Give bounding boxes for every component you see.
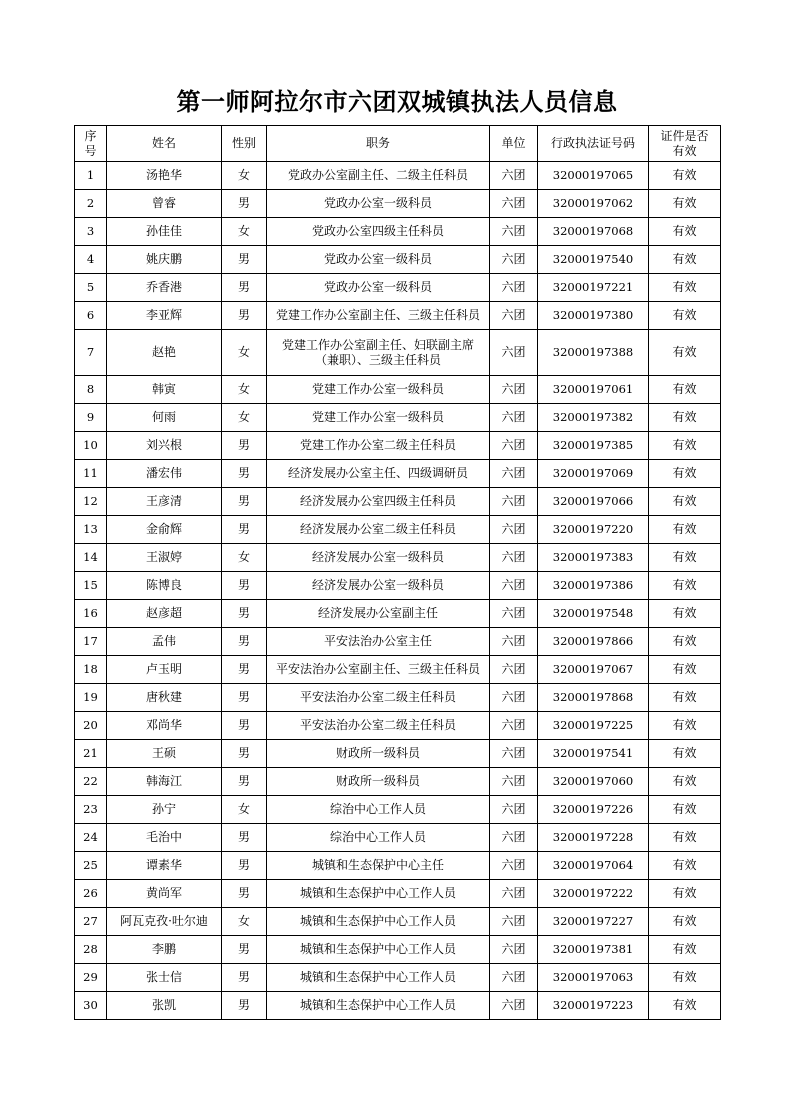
row-validity: 有效 [649,330,721,376]
row-unit: 六团 [490,964,538,992]
row-unit: 六团 [490,274,538,302]
row-validity: 有效 [649,572,721,600]
table-row [75,404,721,432]
row-position: 经济发展办公室一级科员 [267,572,490,600]
row-seq: 5 [75,274,107,302]
row-cert-number: 32000197388 [538,330,649,376]
row-unit: 六团 [490,768,538,796]
row-position: 平安法治办公室副主任、三级主任科员 [267,656,490,684]
row-unit: 六团 [490,852,538,880]
row-position: 城镇和生态保护中心工作人员 [267,964,490,992]
table-body [75,162,721,1020]
personnel-table [74,125,721,1020]
row-seq: 4 [75,246,107,274]
row-position: 城镇和生态保护中心工作人员 [267,908,490,936]
row-gender: 男 [222,274,267,302]
table-row [75,936,721,964]
row-position: 党建工作办公室副主任、三级主任科员 [267,302,490,330]
row-validity: 有效 [649,190,721,218]
row-validity: 有效 [649,964,721,992]
row-gender: 男 [222,656,267,684]
row-unit: 六团 [490,796,538,824]
row-gender: 男 [222,628,267,656]
row-validity: 有效 [649,600,721,628]
row-cert-number: 32000197221 [538,274,649,302]
row-seq: 25 [75,852,107,880]
row-seq: 3 [75,218,107,246]
row-position: 综治中心工作人员 [267,796,490,824]
row-gender: 女 [222,218,267,246]
table-row [75,488,721,516]
row-name: 金俞辉 [107,516,222,544]
row-seq: 6 [75,302,107,330]
row-cert-number: 32000197866 [538,628,649,656]
row-name: 何雨 [107,404,222,432]
table-row [75,246,721,274]
row-position: 城镇和生态保护中心工作人员 [267,880,490,908]
row-position-line1: 党建工作办公室副主任、妇联副主席 [281,337,474,352]
row-seq: 14 [75,544,107,572]
row-seq: 8 [75,376,107,404]
row-name: 王硕 [107,740,222,768]
row-cert-number: 32000197067 [538,656,649,684]
header-seq-line2: 号 [84,143,97,158]
row-validity: 有效 [649,824,721,852]
row-unit: 六团 [490,600,538,628]
row-name: 毛治中 [107,824,222,852]
row-seq: 23 [75,796,107,824]
table-row [75,824,721,852]
row-validity: 有效 [649,628,721,656]
row-gender: 男 [222,684,267,712]
header-seq [75,126,107,162]
row-cert-number: 32000197383 [538,544,649,572]
row-position: 城镇和生态保护中心主任 [267,852,490,880]
row-validity: 有效 [649,544,721,572]
table-row [75,712,721,740]
row-position: 平安法治办公室二级主任科员 [267,684,490,712]
row-gender: 女 [222,796,267,824]
row-unit: 六团 [490,330,538,376]
table-row [75,376,721,404]
row-seq: 30 [75,992,107,1020]
row-name: 潘宏伟 [107,460,222,488]
table-header-row [75,126,721,162]
header-valid-line2: 有效 [672,143,697,158]
row-unit: 六团 [490,740,538,768]
row-cert-number: 32000197220 [538,516,649,544]
row-cert-number: 32000197061 [538,376,649,404]
table-row [75,432,721,460]
row-cert-number: 32000197065 [538,162,649,190]
table-row [75,544,721,572]
row-gender: 男 [222,302,267,330]
row-cert-number: 32000197386 [538,572,649,600]
row-name: 黄尚军 [107,880,222,908]
table-row [75,768,721,796]
row-name: 刘兴根 [107,432,222,460]
row-gender: 男 [222,992,267,1020]
row-position: 经济发展办公室一级科员 [267,544,490,572]
row-validity: 有效 [649,516,721,544]
row-seq: 19 [75,684,107,712]
table-row [75,852,721,880]
header-seq-line1: 序 [84,128,97,143]
row-name: 王淑婷 [107,544,222,572]
row-cert-number: 32000197069 [538,460,649,488]
row-validity: 有效 [649,936,721,964]
row-position [267,330,490,376]
row-unit: 六团 [490,246,538,274]
row-seq: 21 [75,740,107,768]
row-unit: 六团 [490,432,538,460]
row-position: 党政办公室一级科员 [267,246,490,274]
table-row [75,796,721,824]
row-validity: 有效 [649,712,721,740]
row-unit: 六团 [490,488,538,516]
row-gender: 男 [222,600,267,628]
row-seq: 12 [75,488,107,516]
row-cert-number: 32000197385 [538,432,649,460]
row-gender: 男 [222,964,267,992]
row-unit: 六团 [490,516,538,544]
row-cert-number: 32000197228 [538,824,649,852]
row-validity: 有效 [649,162,721,190]
row-unit: 六团 [490,628,538,656]
row-validity: 有效 [649,376,721,404]
row-name: 卢玉明 [107,656,222,684]
row-seq: 24 [75,824,107,852]
row-position: 经济发展办公室主任、四级调研员 [267,460,490,488]
row-name: 唐秋建 [107,684,222,712]
row-name: 孙宁 [107,796,222,824]
row-gender: 男 [222,824,267,852]
row-position: 党政办公室一级科员 [267,274,490,302]
row-cert-number: 32000197064 [538,852,649,880]
header-unit: 单位 [490,126,538,162]
row-position: 经济发展办公室二级主任科员 [267,516,490,544]
row-validity: 有效 [649,852,721,880]
row-validity: 有效 [649,908,721,936]
header-position: 职务 [267,126,490,162]
row-unit: 六团 [490,162,538,190]
row-gender: 男 [222,246,267,274]
row-unit: 六团 [490,544,538,572]
row-gender: 男 [222,460,267,488]
row-name: 张士信 [107,964,222,992]
row-gender: 女 [222,330,267,376]
page-title: 第一师阿拉尔市六团双城镇执法人员信息 [176,87,618,116]
row-gender: 男 [222,572,267,600]
row-unit: 六团 [490,656,538,684]
row-validity: 有效 [649,656,721,684]
row-name: 韩海江 [107,768,222,796]
row-position: 党政办公室副主任、二级主任科员 [267,162,490,190]
row-seq: 11 [75,460,107,488]
row-cert-number: 32000197062 [538,190,649,218]
row-gender: 女 [222,404,267,432]
row-unit: 六团 [490,880,538,908]
row-cert-number: 32000197382 [538,404,649,432]
row-validity: 有效 [649,488,721,516]
row-seq: 27 [75,908,107,936]
header-valid [649,126,721,162]
row-cert-number: 32000197548 [538,600,649,628]
table-row [75,992,721,1020]
row-unit: 六团 [490,218,538,246]
row-seq: 17 [75,628,107,656]
row-unit: 六团 [490,190,538,218]
row-name: 韩寅 [107,376,222,404]
row-cert-number: 32000197066 [538,488,649,516]
row-validity: 有效 [649,992,721,1020]
row-unit: 六团 [490,712,538,740]
row-validity: 有效 [649,218,721,246]
row-position: 党建工作办公室二级主任科员 [267,432,490,460]
row-name: 汤艳华 [107,162,222,190]
row-gender: 男 [222,852,267,880]
row-name: 陈博良 [107,572,222,600]
row-validity: 有效 [649,274,721,302]
row-unit: 六团 [490,460,538,488]
row-validity: 有效 [649,404,721,432]
row-position: 城镇和生态保护中心工作人员 [267,936,490,964]
row-cert-number: 32000197060 [538,768,649,796]
row-validity: 有效 [649,740,721,768]
row-validity: 有效 [649,684,721,712]
header-name: 姓名 [107,126,222,162]
row-unit: 六团 [490,684,538,712]
row-gender: 女 [222,376,267,404]
row-unit: 六团 [490,302,538,330]
row-gender: 男 [222,880,267,908]
row-gender: 男 [222,432,267,460]
table-row [75,684,721,712]
header-cert-no: 行政执法证号码 [538,126,649,162]
row-position: 党建工作办公室一级科员 [267,376,490,404]
row-cert-number: 32000197222 [538,880,649,908]
row-cert-number: 32000197225 [538,712,649,740]
row-gender: 男 [222,488,267,516]
row-gender: 男 [222,740,267,768]
row-gender: 男 [222,768,267,796]
row-cert-number: 32000197227 [538,908,649,936]
row-gender: 男 [222,936,267,964]
row-position: 财政所一级科员 [267,740,490,768]
row-position: 经济发展办公室四级主任科员 [267,488,490,516]
row-cert-number: 32000197541 [538,740,649,768]
row-name: 孟伟 [107,628,222,656]
row-cert-number: 32000197226 [538,796,649,824]
table-row [75,162,721,190]
table-row [75,600,721,628]
header-valid-line1: 证件是否 [660,128,709,143]
row-position: 经济发展办公室副主任 [267,600,490,628]
row-validity: 有效 [649,768,721,796]
row-name: 赵彦超 [107,600,222,628]
row-unit: 六团 [490,936,538,964]
row-position-line2: （兼职）、三级主任科员 [314,352,441,367]
table-row [75,964,721,992]
row-seq: 22 [75,768,107,796]
row-position: 平安法治办公室主任 [267,628,490,656]
row-seq: 15 [75,572,107,600]
row-name: 谭素华 [107,852,222,880]
row-unit: 六团 [490,572,538,600]
row-cert-number: 32000197068 [538,218,649,246]
row-cert-number: 32000197381 [538,936,649,964]
row-validity: 有效 [649,880,721,908]
row-seq: 28 [75,936,107,964]
row-name: 王彦清 [107,488,222,516]
row-unit: 六团 [490,824,538,852]
table-row [75,218,721,246]
row-gender: 女 [222,908,267,936]
row-gender: 女 [222,544,267,572]
row-cert-number: 32000197063 [538,964,649,992]
row-validity: 有效 [649,246,721,274]
row-name: 姚庆鹏 [107,246,222,274]
row-seq: 16 [75,600,107,628]
row-validity: 有效 [649,460,721,488]
row-gender: 女 [222,162,267,190]
row-validity: 有效 [649,302,721,330]
row-name: 乔香港 [107,274,222,302]
row-name: 曾睿 [107,190,222,218]
row-name: 张凯 [107,992,222,1020]
row-seq: 9 [75,404,107,432]
row-unit: 六团 [490,908,538,936]
table-row [75,572,721,600]
table-row [75,460,721,488]
header-gender: 性别 [222,126,267,162]
row-name: 孙佳佳 [107,218,222,246]
row-unit: 六团 [490,992,538,1020]
row-position: 党政办公室四级主任科员 [267,218,490,246]
row-name: 阿瓦克孜·吐尔迪 [107,908,222,936]
row-unit: 六团 [490,404,538,432]
row-cert-number: 32000197540 [538,246,649,274]
row-name: 李亚辉 [107,302,222,330]
row-seq: 7 [75,330,107,376]
row-seq: 10 [75,432,107,460]
row-name: 李鹏 [107,936,222,964]
table-row [75,656,721,684]
row-seq: 18 [75,656,107,684]
table-row [75,302,721,330]
table-row [75,190,721,218]
table-row [75,274,721,302]
row-cert-number: 32000197868 [538,684,649,712]
row-name: 赵艳 [107,330,222,376]
row-position: 综治中心工作人员 [267,824,490,852]
row-cert-number: 32000197380 [538,302,649,330]
row-unit: 六团 [490,376,538,404]
table-row [75,516,721,544]
row-gender: 男 [222,712,267,740]
table-row [75,880,721,908]
row-position: 财政所一级科员 [267,768,490,796]
table-row [75,740,721,768]
row-gender: 男 [222,516,267,544]
table-row [75,628,721,656]
row-position: 城镇和生态保护中心工作人员 [267,992,490,1020]
row-cert-number: 32000197223 [538,992,649,1020]
row-seq: 13 [75,516,107,544]
row-position: 党建工作办公室一级科员 [267,404,490,432]
row-seq: 20 [75,712,107,740]
row-name: 邓尚华 [107,712,222,740]
row-seq: 26 [75,880,107,908]
row-position: 平安法治办公室二级主任科员 [267,712,490,740]
row-seq: 29 [75,964,107,992]
row-position: 党政办公室一级科员 [267,190,490,218]
row-seq: 1 [75,162,107,190]
row-seq: 2 [75,190,107,218]
row-gender: 男 [222,190,267,218]
row-validity: 有效 [649,432,721,460]
row-validity: 有效 [649,796,721,824]
table-row [75,330,721,376]
table-row [75,908,721,936]
